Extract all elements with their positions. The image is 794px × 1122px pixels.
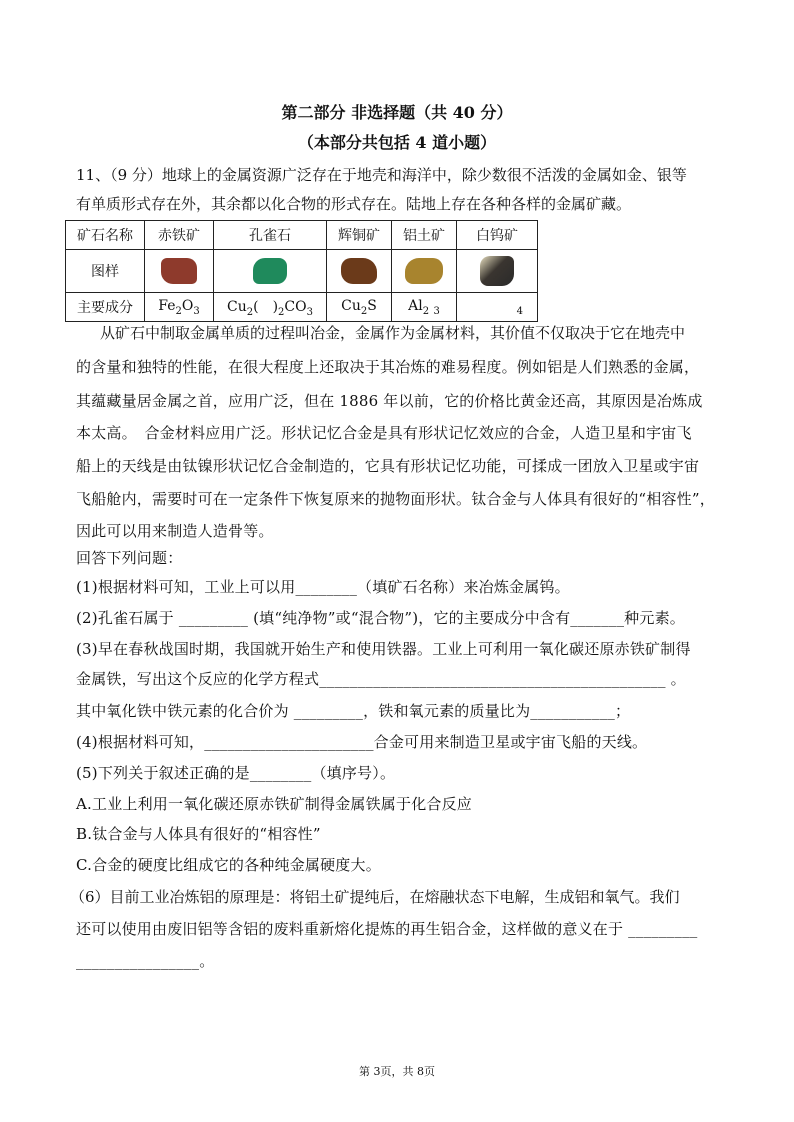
ore-image-cell <box>214 250 327 293</box>
image-label: 图样 <box>66 250 145 293</box>
question-6-line1: （6）目前工业冶炼铝的原理是：将铝土矿提纯后，在熔融状态下电解，生成铝和氧气。我们 <box>70 888 680 906</box>
formula: 4 <box>457 293 538 322</box>
question-6-line3: ________________。 <box>76 952 215 970</box>
ore-name: 赤铁矿 <box>145 221 214 250</box>
formula: $Cu_2S$ <box>327 293 392 322</box>
question-5: (5)下列关于叙述正确的是________（填序号）。 <box>76 764 396 782</box>
question-3-line1: (3)早在春秋战国时期，我国就开始生产和使用铁器。工业上可利用一氧化碳还原赤铁矿制得 <box>76 640 691 658</box>
ore-image-cell <box>392 250 457 293</box>
section-title: 第二部分 非选择题（共 40 分） <box>281 103 513 122</box>
question-2: (2)孔雀石属于 _________ (填“纯净物”或“混合物”)，它的主要成分中含有_______种元素。 <box>76 609 685 627</box>
q11-intro-line2: 有单质形式存在外，其余都以化合物的形式存在。陆地上存在各种各样的金属矿藏。 <box>76 195 632 213</box>
header-label: 矿石名称 <box>66 221 145 250</box>
page-footer: 第 3页，共 8页 <box>359 1065 435 1078</box>
section-subtitle: （本部分共包括 4 道小题） <box>297 133 497 152</box>
formula: $Al_2$ $_3$ <box>392 293 457 322</box>
para1-line6: 飞船舱内，需要时可在一定条件下恢复原来的抛物面形状。钛合金与人体具有很好的“相容性”， <box>76 490 715 508</box>
para1-line1: 从矿石中制取金属单质的过程叫冶金，金属作为金属材料，其价值不仅取决于它在地壳中 <box>100 324 686 342</box>
para1-line7: 因此可以用来制造人造骨等。 <box>76 522 274 540</box>
formula: $Fe_2O_3$ <box>145 293 214 322</box>
option-c: C.合金的硬度比组成它的各种纯金属硬度大。 <box>76 856 381 874</box>
question-1: (1)根据材料可知，工业上可以用________（填矿石名称）来冶炼金属钨。 <box>76 578 570 596</box>
malachite-image <box>253 258 287 284</box>
ore-image-cell <box>145 250 214 293</box>
bauxite-image <box>405 258 443 284</box>
para1-line5: 船上的天线是由钛镍形状记忆合金制造的，它具有形状记忆功能，可揉成一团放入卫星或宇宙 <box>76 457 700 475</box>
chalcocite-image <box>341 258 377 284</box>
question-6-line2: 还可以使用由废旧铝等含铝的废料重新熔化提炼的再生铝合金，这样做的意义在于 _________ <box>76 920 698 938</box>
ore-name: 铝土矿 <box>392 221 457 250</box>
hematite-image <box>161 258 197 284</box>
question-4: (4)根据材料可知，______________________合金可用来制造卫星或宇宙飞船的天线。 <box>76 733 648 751</box>
para1-line4: 本太高。 合金材料应用广泛。形状记忆合金是具有形状记忆效应的合金，人造卫星和宇宙飞 <box>76 424 692 442</box>
scheelite-image <box>480 256 514 286</box>
ore-name: 白钨矿 <box>457 221 538 250</box>
ore-name: 辉铜矿 <box>327 221 392 250</box>
para1-line2: 的含量和独特的性能，在很大程度上还取决于其冶炼的难易程度。例如铝是人们熟悉的金属， <box>76 358 700 376</box>
formula: $Cu_2$( )$_2CO_3$ <box>214 293 327 322</box>
ore-table <box>65 220 538 322</box>
ore-image-cell <box>457 250 538 293</box>
para1-line3: 其蕴藏量居金属之首，应用广泛，但在 1886 年以前，它的价格比黄金还高，其原因是冶炼成 <box>76 392 703 410</box>
answer-prompt: 回答下列问题： <box>76 549 183 567</box>
question-3-line2: 金属铁，写出这个反应的化学方程式_____________________________________________ 。 <box>76 670 686 688</box>
ore-name: 孔雀石 <box>214 221 327 250</box>
ore-image-cell <box>327 250 392 293</box>
composition-label: 主要成分 <box>66 293 145 322</box>
q11-intro-line1: 11、（9 分）地球上的金属资源广泛存在于地壳和海洋中，除少数很不活泼的金属如金、银等 <box>76 166 687 184</box>
option-a: A.工业上利用一氧化碳还原赤铁矿制得金属铁属于化合反应 <box>76 795 473 813</box>
question-3-line3: 其中氧化铁中铁元素的化合价为 _________，铁和氧元素的质量比为___________； <box>76 702 631 720</box>
option-b: B.钛合金与人体具有很好的“相容性” <box>76 825 321 843</box>
